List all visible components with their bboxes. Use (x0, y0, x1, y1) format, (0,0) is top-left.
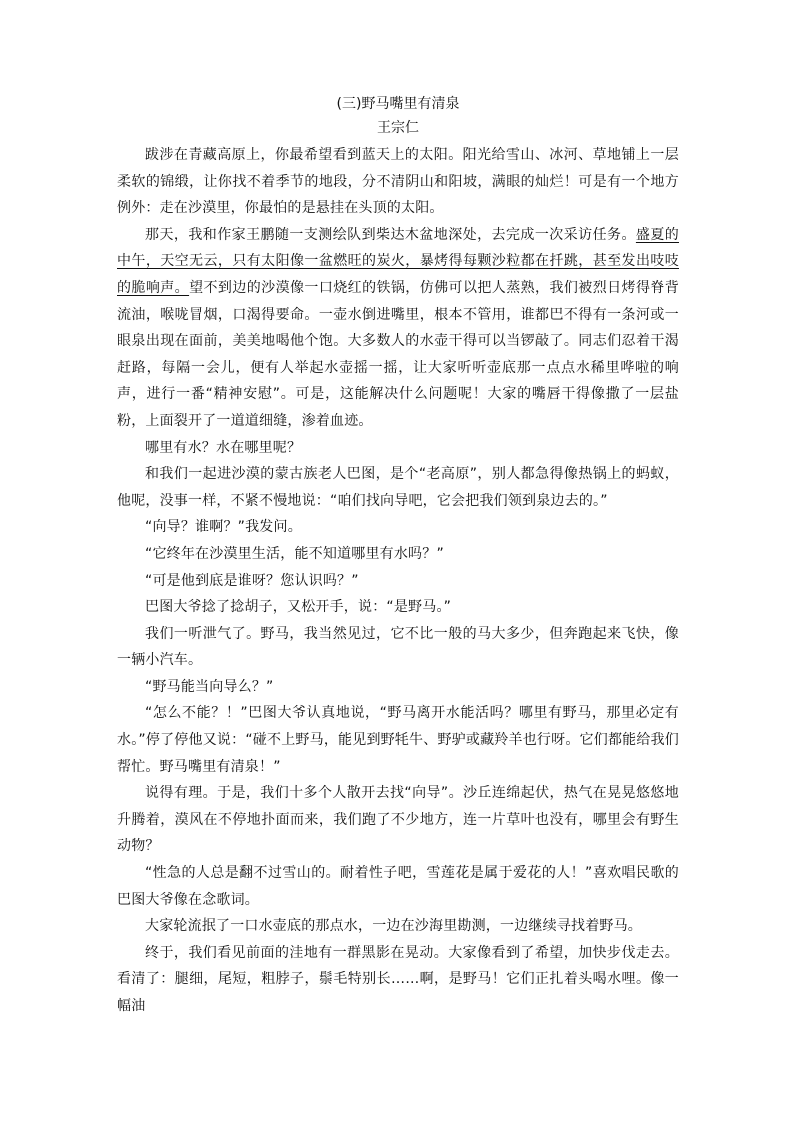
paragraph-7: “可是他到底是谁呀？您认识吗？” (145, 572, 359, 589)
paragraph-3: 哪里有水？水在哪里呢？ (145, 439, 302, 456)
paragraph-4: 和我们一起进沙漠的蒙古族老人巴图，是个“老高原”，别人都急得像热锅上的蚂蚁，他呢，没事一样，不紧不慢地说：“咱们找向导吧，它会把我们领到泉边去的。” (117, 466, 679, 509)
paragraph-10: “野马能当向导么？” (145, 678, 274, 695)
paragraph-1: 跋涉在青藏高原上，你最希望看到蓝天上的太阳。阳光给雪山、冰河、草地铺上一层柔软的锦缎，让你找不着季节的地段，分不清阴山和阳坡，满眼的灿烂！可是有一个地方例外：走在沙漠里，你最怕的是悬挂在头顶的太阳。 (117, 147, 679, 217)
paragraph-5: “向导？谁啊？”我发问。 (145, 519, 302, 536)
paragraph-15: 终于，我们看见前面的洼地有一群黑影在晃动。大家像看到了希望，加快步伐走去。看清了：腿细，尾短，粗脖子，鬃毛特别长……啊，是野马！它们正扎着头喝水哩。像一幅油 (117, 944, 679, 1014)
article-title: (三)野马嘴里有清泉 (336, 96, 460, 112)
underlined-sentence: 盛夏的中午，天空无云，只有太阳像一盆燃旺的炭火，暴烤得每颗沙粒都在扦跳，甚至发出吱吱的脆响声。 (117, 226, 679, 296)
paragraph-11: “怎么不能？！”巴图大爷认真地说，“野马离开水能活吗？哪里有野马，那里必定有水。”停了停他又说：“碰不上野马，能见到野牦牛、野驴或藏羚羊也行呀。它们都能给我们帮忙。野马嘴里有清泉！” (117, 705, 679, 775)
paragraph-12: 说得有理。于是，我们十多个人散开去找“向导”。沙丘连绵起伏，热气在晃晃悠悠地升腾着，漠风在不停地扑面而来，我们跑了不少地方，连一片草叶也没有，哪里会有野生动物？ (117, 785, 679, 855)
paragraph-6: “它终年在沙漠里生活，能不知道哪里有水吗？” (145, 545, 444, 562)
paragraph-14: 大家轮流抿了一口水壶底的那点水，一边在沙海里勘测，一边继续寻找着野马。 (145, 918, 642, 935)
article-author: 王宗仁 (377, 120, 419, 136)
paragraph-2 (117, 222, 679, 435)
article (117, 92, 679, 1020)
paragraph-8: 巴图大爷捻了捻胡子，又松开手，说：“是野马。” (145, 599, 452, 616)
paragraph-9: 我们一听泄气了。野马，我当然见过，它不比一般的马大多少，但奔跑起来飞快，像一辆小汽车。 (117, 625, 679, 669)
paragraph-13: “性急的人总是翻不过雪山的。耐着性子吧，雪莲花是属于爱花的人！”喜欢唱民歌的巴图大爷像在念歌词。 (117, 865, 679, 908)
paragraph-2-intro: 那天，我和作家王鹏随一支测绘队到柴达木盆地深处，去完成一次采访任务。 (145, 226, 636, 243)
paragraph-2-rest: 望不到边的沙漠像一口烧红的铁锅，仿佛可以把人蒸熟，我们被烈日烤得脊背流油，喉咙冒烟，口渴得要命。一壶水倒进嘴里，根本不管用，谁都巴不得有一条河或一眼泉出现在面前，美美地喝他个饱。大多数人的水壶干得可以当锣敲了。同志们忍着干渴赶路，每隔一会儿，便有人举起水壶摇一摇，让大家听听壶底那一点点水稀里哗啦的响声，进行一番“精神安慰”。可是，这能解决什么问题呢！大家的嘴唇干得像撒了一层盐粉，上面裂开了一道道细缝，渗着血迹。 (117, 279, 679, 429)
